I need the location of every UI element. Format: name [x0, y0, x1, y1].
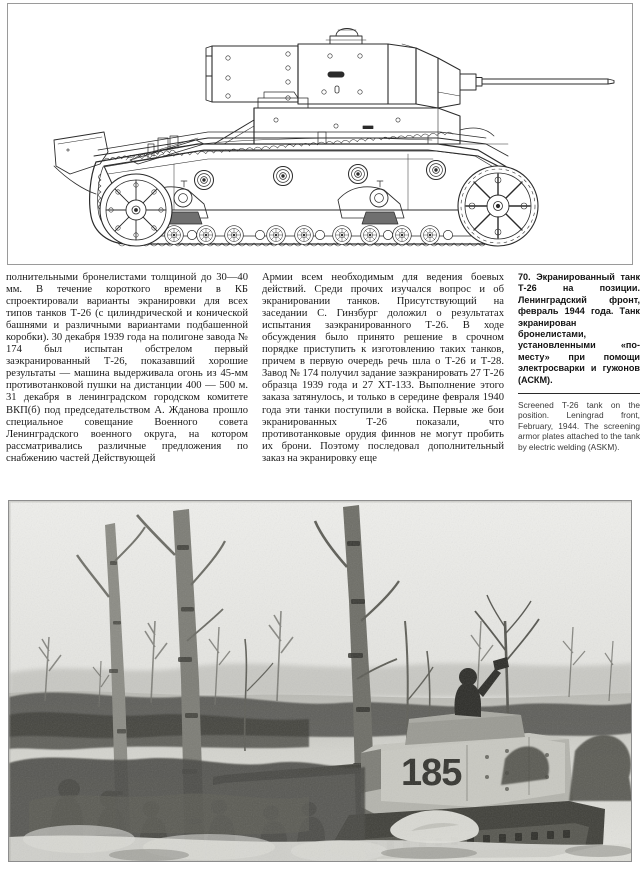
body-text-column-1: полнительными бронелистами толщиной до 30—40 мм. В течение короткого времени в КБ спроектировали варианты экранировки для всех типов танков Т-26 (с цилиндрической и конической башнями и различными вариантами подбашенной коробки). 30 декабря 1939 года на полигоне завода № 174 был испытан обстрелом первый заэкранированный Т-26, показавший хорошие результаты — машина выдерживала огонь из 45-мм противотанковой пушки на дистанции 400 — 500 м. 31 декабря в ленинградском городском комитете ВКП(б) под председательством А. Жданова прошло специальное совещание Военного совета Ленинградского военного округа, на котором рассматривались различные предложения по снабжению частей Действующей [6, 272, 248, 464]
caption-divider [518, 393, 640, 394]
photograph-svg [9, 501, 632, 862]
tank-position-photograph [8, 500, 632, 862]
tank-line-drawing-figure [7, 3, 633, 265]
body-column-2 [262, 272, 504, 465]
article-columns [6, 272, 640, 494]
t-26-side-view-svg [8, 4, 633, 265]
body-text-column-2: Армии всем необходимым для ведения боевых действий. Среди прочих изучался вопрос и об экранировании танков. Присутствующий на заседании С. Гинзбург доложил о результатах испытания заэкранированного Т-26. В ходе обсуждения было принято решение в срочном порядке приступить к изготовлению таких танков, причем в первую очередь речь шла о Т-26 и Т-28. Завод № 174 получил задание заэкранировать 27 Т-26 образца 1939 года и 27 ХТ-133. Выполнение этого заказа затянулось, и только в середине февраля 1940 года эти танки поступили в войска. Первые же бои экранированных Т-26 показали, что противотанковые орудия финнов не могут пробить их брони. Поэтому последовал дополнительный заказ на экранировку еще [262, 272, 504, 464]
caption-column [518, 272, 640, 452]
body-column-1 [6, 272, 248, 465]
caption-russian: 70. Экранированный танк Т-26 на позиции. Ленинградский фронт, февраль 1944 года. Танк экранирован бронелистами, установленными «по-месту» при помощи электросварки и гужонов (АСКМ). [518, 272, 640, 385]
caption-english: Screened T-26 tank on the position. Leningrad front, February, 1944. The screening armor plates attached to the tank by electric welding (ASKM). [518, 400, 640, 452]
